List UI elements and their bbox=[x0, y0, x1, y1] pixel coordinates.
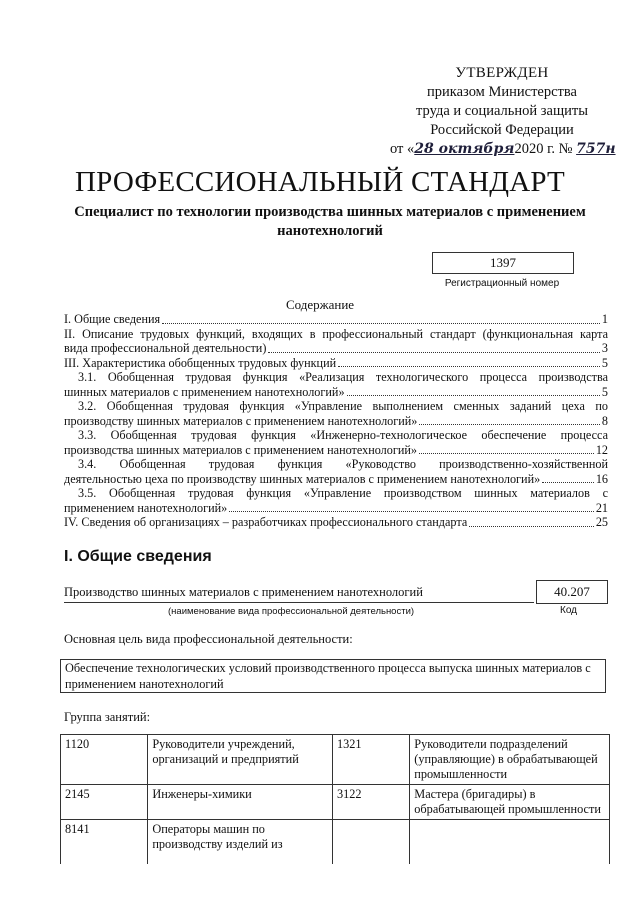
goal-box: Обеспечение технологических условий производственного процесса выпуска шинных материалов с применением нанотехнологий bbox=[60, 659, 606, 693]
registration-number-box: 1397 bbox=[432, 252, 574, 274]
toc-item-text: 3.2. Обобщенная трудовая функция «Управление выполнением сменных заданий цеха по bbox=[78, 399, 608, 413]
table-row: 8141 Операторы машин по производству изделий из bbox=[61, 820, 610, 865]
activity-caption: (наименование вида профессиональной деятельности) bbox=[168, 606, 415, 617]
toc-item-text: 3.3. Обобщенная трудовая функция «Инженерно-технологическое обеспечение процесса bbox=[78, 428, 608, 442]
occupation-group-label: Группа занятий: bbox=[64, 710, 151, 724]
occupation-group-table bbox=[60, 734, 610, 864]
table-row: 1120 Руководители учреждений, организаций и предприятий 1321 Руководители подразделений (управляющие) в обрабатывающей промышленности bbox=[61, 735, 610, 785]
section-1-heading: I. Общие сведения bbox=[64, 548, 212, 565]
toc-item: применением нанотехнологий» 21 bbox=[64, 500, 608, 515]
date-year: 2020 г. № bbox=[514, 141, 573, 157]
date-prefix: от « bbox=[390, 141, 415, 157]
toc-item: производству шинных материалов с применением нанотехнологий» 8 bbox=[64, 413, 608, 428]
toc-item: шинных материалов с применением нанотехнологий» 5 bbox=[64, 384, 608, 399]
approval-line-3: Российской Федерации bbox=[430, 122, 574, 138]
activity-code-box: 40.207 bbox=[536, 580, 608, 604]
toc-item-text: 3.5. Обобщенная трудовая функция «Управление производством шинных материалов с bbox=[78, 486, 608, 500]
toc-item-text: 3.4. Обобщенная трудовая функция «Руководство производственно-хозяйственной bbox=[78, 457, 608, 471]
toc-item: деятельностью цеха по производству шинных материалов с применением нанотехнологий» 16 bbox=[64, 471, 608, 486]
table-row: 2145 Инженеры-химики 3122 Мастера (бригадиры) в обрабатывающей промышленности bbox=[61, 785, 610, 820]
handwritten-date: 28 октября bbox=[414, 141, 515, 157]
goal-label: Основная цель вида профессиональной деятельности: bbox=[64, 632, 353, 646]
document-subtitle: Специалист по технологии производства шинных материалов с применением нанотехнологий bbox=[74, 204, 586, 239]
approval-header: УТВЕРЖДЕН bbox=[455, 65, 549, 81]
approval-line-2: труда и социальной защиты bbox=[416, 103, 588, 119]
document-title: ПРОФЕССИОНАЛЬНЫЙ СТАНДАРТ bbox=[75, 166, 565, 198]
activity-name: Производство шинных материалов с применением нанотехнологий bbox=[64, 585, 423, 599]
toc-item: III. Характеристика обобщенных трудовых функций 5 bbox=[64, 355, 608, 370]
toc-item: IV. Сведения об организациях – разработчиках профессионального стандарта 25 bbox=[64, 515, 608, 529]
toc-item: вида профессиональной деятельности) 3 bbox=[64, 341, 608, 355]
toc-item: производства шинных материалов с применением нанотехнологий» 12 bbox=[64, 442, 608, 457]
approval-block bbox=[382, 64, 622, 159]
activity-underline bbox=[64, 602, 534, 603]
registration-number-label: Регистрационный номер bbox=[444, 278, 560, 289]
handwritten-order-number: 757н bbox=[576, 141, 616, 157]
approval-line-1: приказом Министерства bbox=[427, 84, 577, 100]
approval-date-line bbox=[382, 140, 622, 159]
table-of-contents bbox=[64, 312, 608, 530]
code-caption: Код bbox=[560, 605, 578, 616]
contents-heading: Содержание bbox=[285, 297, 355, 312]
toc-item-text: 3.1. Обобщенная трудовая функция «Реализация технологического процесса производства bbox=[78, 370, 608, 384]
toc-item: I. Общие сведения 1 bbox=[64, 312, 608, 326]
toc-item-text: II. Описание трудовых функций, входящих в профессиональный стандарт (функциональная карта bbox=[64, 326, 608, 341]
